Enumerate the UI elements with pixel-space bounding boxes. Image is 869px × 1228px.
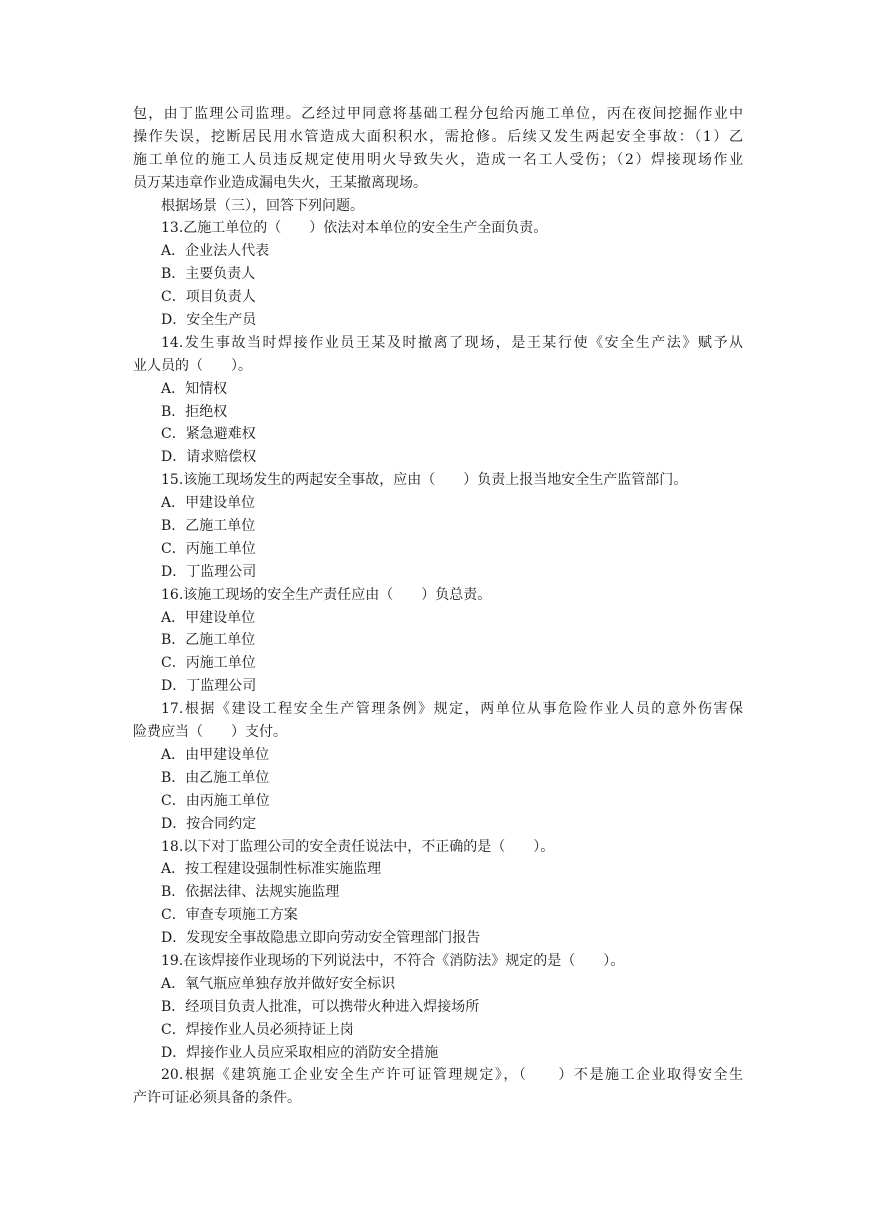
option-list (133, 607, 743, 699)
option-a: A．按工程建设强制性标准实施监理 (161, 861, 382, 878)
question-stem: 14.发生事故当时焊接作业员王某及时撤离了现场，是王某行使《安全生产法》赋予从 (161, 334, 743, 351)
question-stem: 17.根据《建设工程安全生产管理条例》规定，两单位从事危险作业人员的意外伤害保 (161, 701, 743, 718)
option-a: A．甲建设单位 (161, 609, 256, 626)
question-13 (133, 217, 743, 331)
question-stem-continued: 产许可证必须具备的条件。 (133, 1090, 301, 1107)
scenario-paragraph (133, 103, 743, 195)
question-20 (133, 1064, 743, 1110)
option-b: B．由乙施工单位 (161, 769, 270, 786)
option-c: C．焊接作业人员必须持证上岗 (161, 1021, 354, 1038)
option-d: D．焊接作业人员应采取相应的消防安全措施 (161, 1044, 439, 1061)
option-a: A．知情权 (161, 380, 228, 397)
option-a: A．氧气瓶应单独存放并做好安全标识 (161, 975, 396, 992)
option-list (133, 240, 743, 332)
question-stem-continued: 险费应当（ ）支付。 (133, 724, 287, 741)
option-c: C．丙施工单位 (161, 540, 256, 557)
option-c: C．紧急避难权 (161, 426, 256, 443)
scenario-line: 操作失误，挖断居民用水管造成大面积积水，需抢修。后续又发生两起安全事故：（1）乙 (133, 128, 743, 145)
scenario-line: 员万某违章作业造成漏电失火，王某撤离现场。 (133, 174, 427, 191)
option-list (133, 973, 743, 1065)
option-c: C．由丙施工单位 (161, 792, 270, 809)
question-17 (133, 698, 743, 835)
option-a: A．甲建设单位 (161, 495, 256, 512)
scenario-line: 包，由丁监理公司监理。乙经过甲同意将基础工程分包给丙施工单位，丙在夜间挖掘作业中 (133, 106, 743, 122)
question-stem: 15.该施工现场发生的两起安全事故，应由（ ）负责上报当地安全生产监管部门。 (161, 472, 688, 489)
document-body (133, 103, 743, 1110)
option-c: C．项目负责人 (161, 289, 256, 306)
option-b: B．拒绝权 (161, 403, 228, 420)
option-d: D．请求赔偿权 (161, 449, 257, 466)
question-14 (133, 332, 743, 469)
option-d: D．丁监理公司 (161, 563, 257, 580)
option-c: C．审查专项施工方案 (161, 907, 298, 924)
option-d: D．安全生产员 (161, 312, 257, 329)
option-list (133, 492, 743, 584)
option-d: D．发现安全事故隐患立即向劳动安全管理部门报告 (161, 930, 481, 947)
question-15 (133, 469, 743, 583)
question-18 (133, 836, 743, 950)
option-a: A．企业法人代表 (161, 243, 270, 260)
question-stem: 16.该施工现场的安全生产责任应由（ ）负总责。 (161, 586, 492, 603)
scenario-line: 施工单位的施工人员违反规定使用明火导致失火，造成一名工人受伤；（2）焊接现场作业 (133, 151, 743, 168)
option-list (133, 744, 743, 836)
option-b: B．主要负责人 (161, 266, 256, 283)
option-c: C．丙施工单位 (161, 655, 256, 672)
option-b: B．依据法律、法规实施监理 (161, 884, 340, 901)
question-stem: 13.乙施工单位的（ ）依法对本单位的安全生产全面负责。 (161, 220, 548, 237)
question-stem: 19.在该焊接作业现场的下列说法中，不符合《消防法》规定的是（ ）。 (161, 952, 625, 969)
option-b: B．乙施工单位 (161, 518, 256, 535)
instruction-text: 根据场景（三），回答下列问题。 (161, 197, 364, 214)
option-list (133, 858, 743, 950)
option-b: B．乙施工单位 (161, 632, 256, 649)
option-d: D．丁监理公司 (161, 678, 257, 695)
option-b: B．经项目负责人批准，可以携带火种进入焊接场所 (161, 998, 480, 1015)
question-19 (133, 950, 743, 1064)
question-stem: 20.根据《建筑施工企业安全生产许可证管理规定》，（ ）不是施工企业取得安全生 (161, 1067, 743, 1084)
option-d: D．按合同约定 (161, 815, 257, 832)
question-16 (133, 584, 743, 698)
option-list (133, 378, 743, 470)
question-stem: 18.以下对丁监理公司的安全责任说法中，不正确的是（ ）。 (161, 838, 555, 855)
option-a: A．由甲建设单位 (161, 746, 270, 763)
question-stem-continued: 业人员的（ ）。 (133, 357, 252, 374)
